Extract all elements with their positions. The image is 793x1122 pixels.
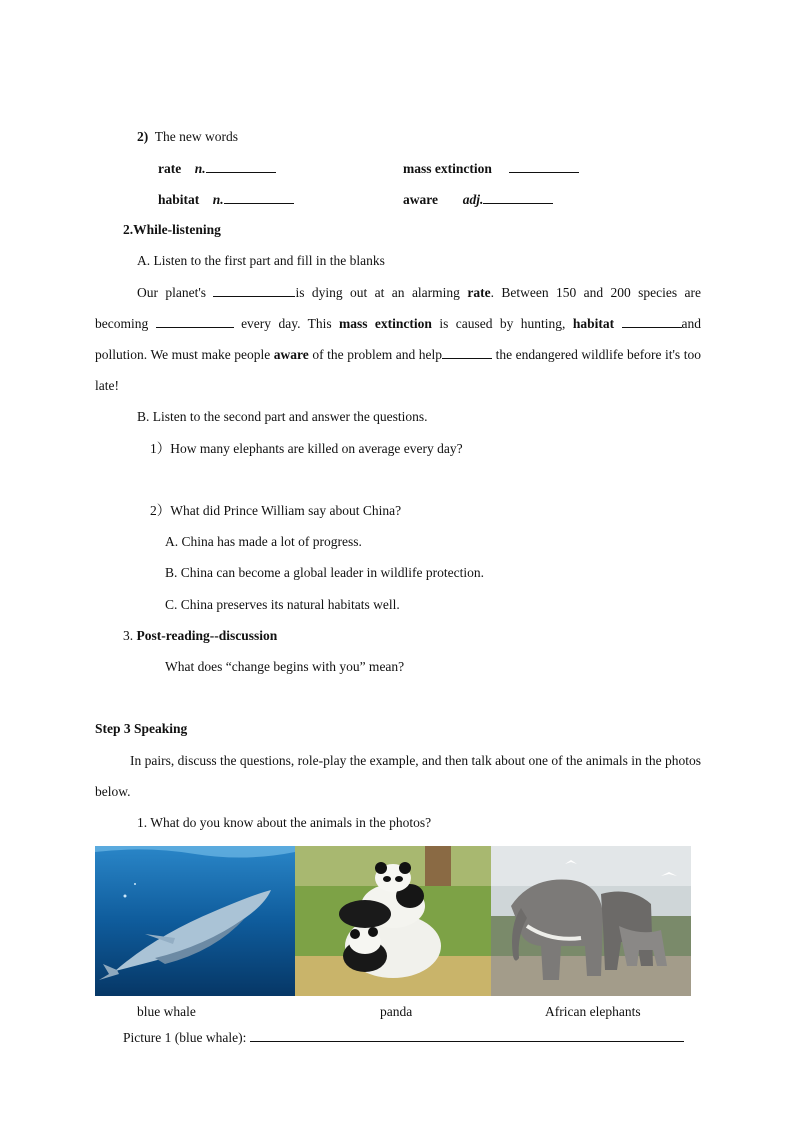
answer-blank[interactable]	[442, 345, 492, 359]
fill-in-passage: Our planet's is dying out at an alarming rate. Between 150 and 200 species are becoming every day. This mass extinction is caused by hunting, habitat and pollution. We must make people aware of the problem and help the endangered wildlife before it's too late!	[95, 285, 702, 393]
word-term: habitat	[158, 192, 200, 207]
answer-blank[interactable]	[622, 314, 682, 328]
step3-question-1: 1. What do you know about the animals in the photos?	[137, 815, 432, 830]
animal-photos	[95, 846, 691, 996]
picture-1-label: Picture 1 (blue whale):	[123, 1030, 247, 1045]
step3-heading: Step 3 Speaking	[95, 721, 188, 736]
answer-blank[interactable]	[483, 190, 553, 204]
caption-african-elephants: African elephants	[545, 1004, 641, 1019]
step3-instruction: In pairs, discuss the questions, role-play the example, and then talk about one of the animals in the photos below.	[95, 753, 701, 799]
word-pos: n.	[212, 192, 224, 207]
option-c[interactable]: C. China preserves its natural habitats well.	[165, 597, 400, 612]
post-reading-question: What does “change begins with you” mean?	[165, 659, 405, 674]
new-words-title: The new words	[154, 129, 238, 144]
part-b-instruction: B. Listen to the second part and answer the questions.	[137, 409, 428, 424]
question-1: 1）How many elephants are killed on average every day?	[150, 441, 463, 456]
word-rate	[158, 159, 276, 178]
answer-blank[interactable]	[224, 190, 294, 204]
while-listening-heading: 2.While-listening	[123, 222, 221, 237]
elephants-photo	[491, 846, 691, 996]
post-reading-heading: 3. Post-reading--discussion	[123, 628, 278, 643]
option-b[interactable]: B. China can become a global leader in wildlife protection.	[165, 565, 485, 580]
part-a-instruction: A. Listen to the first part and fill in the blanks	[137, 253, 385, 268]
answer-blank[interactable]	[206, 159, 276, 173]
word-pos: adj.	[462, 192, 484, 207]
word-term: mass extinction	[403, 161, 492, 176]
answer-blank[interactable]	[213, 283, 295, 297]
word-habitat	[158, 190, 294, 209]
word-term: aware	[403, 192, 438, 207]
option-a[interactable]: A. China has made a lot of progress.	[165, 534, 362, 549]
caption-panda: panda	[380, 1004, 413, 1019]
word-pos: n.	[194, 161, 206, 176]
caption-blue-whale: blue whale	[137, 1004, 196, 1019]
panda-photo	[295, 846, 491, 996]
word-term: rate	[158, 161, 182, 176]
new-words-number: 2)	[137, 129, 149, 144]
answer-blank[interactable]	[509, 159, 579, 173]
answer-blank[interactable]	[250, 1028, 684, 1042]
word-aware	[403, 190, 553, 209]
answer-blank[interactable]	[156, 314, 234, 328]
picture-1-answer	[123, 1028, 684, 1047]
blue-whale-photo	[95, 846, 295, 996]
new-words-heading	[137, 128, 238, 146]
question-2: 2）What did Prince William say about China?	[150, 503, 402, 518]
word-mass-extinction	[403, 159, 579, 178]
